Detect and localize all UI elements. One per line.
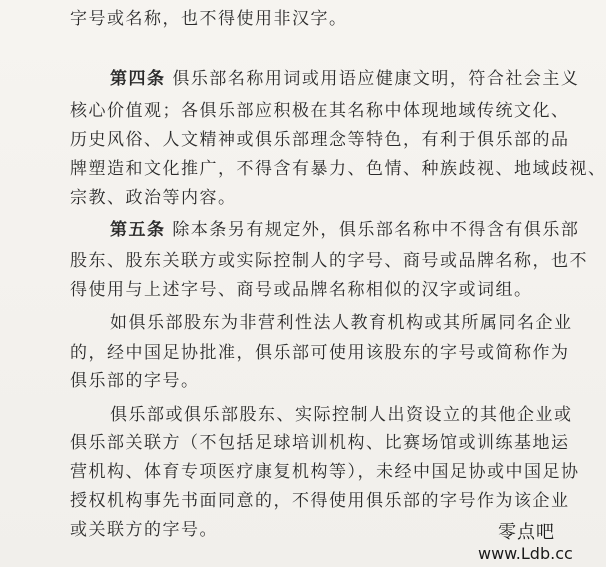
article-5-p3-line-2: 俱乐部关联方（不包括足球培训机构、比赛场馆或训练基地运 xyxy=(70,433,570,453)
article-5-p2-line-3: 俱乐部的字号。 xyxy=(70,371,200,391)
article-4-line-4: 牌塑造和文化推广，不得含有暴力、色情、种族歧视、地域歧视、 xyxy=(70,159,606,179)
article-5-heading: 第五条 xyxy=(110,220,166,240)
article-5-p3-line-3: 营机构、体育专项医疗康复机构等），未经中国足协或中国足协 xyxy=(70,462,580,482)
article-4-heading: 第四条 xyxy=(110,69,166,89)
article-5-line-3: 得使用与上述字号、商号或品牌名称相似的汉字或词组。 xyxy=(70,280,533,300)
article-5-p3-line-1: 俱乐部或俱乐部股东、实际控制人出资设立的其他企业或 xyxy=(110,405,573,425)
article-5-p3-line-5: 或关联方的字号。 xyxy=(70,520,218,540)
watermark-title: 零点吧 xyxy=(498,522,555,543)
watermark-url: www.Ldb.cc xyxy=(478,544,573,563)
article-5-p2-line-1: 如俱乐部股东为非营利性法人教育机构或其所属同名企业 xyxy=(110,313,573,333)
article-4-text: 俱乐部名称用词或用语应健康文明，符合社会主义 xyxy=(172,69,580,89)
article-5-p3-line-4: 授权机构事先书面同意的，不得使用俱乐部的字号作为该企业 xyxy=(70,491,570,511)
article-5-line-2: 股东、股东关联方或实际控制人的字号、商号或品牌名称，也不 xyxy=(70,251,588,271)
article-4-line-2: 核心价值观；各俱乐部应积极在其名称中体现地域传统文化、 xyxy=(70,101,570,121)
article-5-p2-line-2: 的，经中国足协批准，俱乐部可使用该股东的字号或简称作为 xyxy=(70,343,570,363)
text-line: 字号或名称，也不得使用非汉字。 xyxy=(70,9,348,29)
article-4-line-1 xyxy=(110,68,579,90)
article-4-line-5: 宗教、政治等内容。 xyxy=(70,188,237,208)
article-5-line-1 xyxy=(110,219,579,241)
article-5-text: 除本条另有规定外，俱乐部名称中不得含有俱乐部 xyxy=(172,220,580,240)
article-4-line-3: 历史风俗、人文精神或俱乐部理念等特色，有利于俱乐部的品 xyxy=(70,130,570,150)
